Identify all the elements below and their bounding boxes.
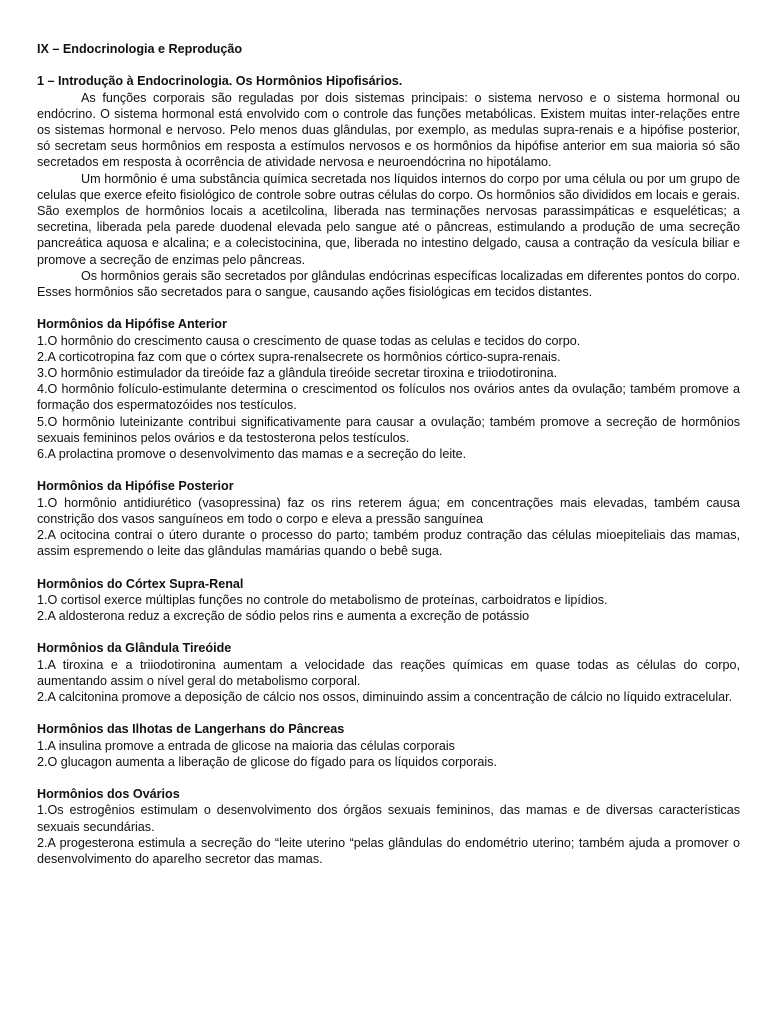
list-item: 1.O cortisol exerce múltiplas funções no controle do metabolismo de proteínas, carboidratos e lipídios. [37, 592, 608, 607]
list-item: 1.Os estrogênios estimulam o desenvolvimento dos órgãos sexuais femininos, das mamas e de diversas características sexuais secundárias. [37, 803, 740, 834]
intro-paragraph: As funções corporais são reguladas por dois sistemas principais: o sistema nervoso e o sistema hormonal ou endócrino. O sistema hormonal está envolvido com o controle das funções metabólicas. Existem muitas inter-relações entre os sistemas hormonal e nervoso. Pelo menos duas glândulas, por exemplo, as medulas supra-renais e a hipófise posterior, só secretam seus hormônios em resposta a estímulos nervosos e os hormônios da hipófise anterior em sua maioria só são secretados em resposta à ocorrência de atividade nervosa e neuroendócrina no hipotálamo. [37, 90, 740, 170]
thyroid-list [37, 657, 740, 706]
section-heading-adrenal-cortex: Hormônios do Córtex Supra-Renal [37, 576, 244, 591]
list-item: 1.A tiroxina e a triiodotironina aumentam a velocidade das reações químicas em quase todas as células do corpo, aumentando assim o nível geral do metabolismo corporal. [37, 657, 740, 688]
list-item: 4.O hormônio folículo-estimulante determina o crescimentod os folículos nos ovários antes da ovulação; também promove a formação dos espermatozóides nos testículos. [37, 382, 740, 413]
section-heading-anterior-pituitary: Hormônios da Hipófise Anterior [37, 317, 227, 332]
list-item: 2.A calcitonina promove a deposição de cálcio nos ossos, diminuindo assim a concentração de cálcio no líquido extracelular. [37, 690, 733, 705]
list-item: 6.A prolactina promove o desenvolvimento das mamas e a secreção do leite. [37, 447, 467, 462]
list-item: 2.A ocitocina contrai o útero durante o processo do parto; também produz contração das células mioepiteliais das mamas, assim espremendo o leite das glândulas mamárias quando o bebê suga. [37, 528, 740, 559]
adrenal-cortex-list [37, 592, 740, 624]
list-item: 2.O glucagon aumenta a liberação de glicose do fígado para os líquidos corporais. [37, 754, 497, 769]
spacer [37, 770, 740, 786]
intro-heading: 1 – Introdução à Endocrinologia. Os Hormônios Hipofisários. [37, 74, 403, 89]
list-item: 1.A insulina promove a entrada de glicose na maioria das células corporais [37, 738, 455, 753]
document-title: IX – Endocrinologia e Reprodução [37, 42, 243, 56]
list-item: 2.A aldosterona reduz a excreção de sódio pelos rins e aumenta a excreção de potássio [37, 609, 530, 624]
intro-paragraph: Os hormônios gerais são secretados por glândulas endócrinas específicas localizadas em diferentes pontos do corpo. Esses hormônios são secretados para o sangue, causando ações fisiológicas em tecidos distantes. [37, 268, 740, 300]
section-heading-posterior-pituitary: Hormônios da Hipófise Posterior [37, 479, 234, 494]
section-heading-ovaries: Hormônios dos Ovários [37, 787, 180, 802]
spacer [37, 300, 740, 316]
list-item: 2.A progesterona estimula a secreção do “leite uterino “pelas glândulas do endométrio uterino; também ajuda a promover o desenvolvimento do aparelho secretor das mamas. [37, 835, 740, 867]
intro-paragraph: Um hormônio é uma substância química secretada nos líquidos internos do corpo por uma célula ou por um grupo de celulas que exerce efeito fisiológico de controle sobre outras células do corpo. Os hormônios são divididos em locais e gerais. São exemplos de hormônios locais a acetilcolina, liberada nas terminações nervosas parassimpáticas e esqueléticas; a secretina, liberada pela parede duodenal elevada pelo sangue até o pâncreas, estimulando a produção de uma secreção pancreática aquosa e alcalina; e a colecistocinina, que, liberada no intestino delgado, causa a contração da vesícula biliar e promove a secreção de enzimas pelo pâncreas. [37, 171, 740, 267]
spacer [37, 462, 740, 478]
section-heading-thyroid: Hormônios da Glândula Tireóide [37, 641, 232, 656]
list-item: 1.O hormônio antidiurético (vasopressina) faz os rins reterem água; em concentrações mais elevadas, também causa constrição dos vasos sanguíneos em todo o corpo e eleva a pressão sanguínea [37, 495, 740, 526]
list-item: 1.O hormônio do crescimento causa o crescimento de quase todas as celulas e tecidos do corpo. [37, 333, 581, 348]
spacer [37, 57, 740, 73]
posterior-pituitary-list [37, 495, 740, 560]
list-item: 3.O hormônio estimulador da tireóide faz a glândula tireóide secretar tiroxina e triiodotironina. [37, 366, 558, 381]
pancreas-list [37, 738, 740, 770]
ovaries-list [37, 802, 740, 867]
list-item: 2.A corticotropina faz com que o córtex supra-renalsecrete os hormônios córtico-supra-renais. [37, 349, 561, 364]
spacer [37, 705, 740, 721]
list-item: 5.O hormônio luteinizante contribui significativamente para causar a ovulação; também promove a secreção de hormônios sexuais femininos pelos ovários e da testosterona pelos testículos. [37, 414, 740, 445]
spacer [37, 559, 740, 575]
section-heading-pancreas: Hormônios das Ilhotas de Langerhans do Pâncreas [37, 722, 345, 737]
spacer [37, 624, 740, 640]
anterior-pituitary-list [37, 333, 740, 463]
